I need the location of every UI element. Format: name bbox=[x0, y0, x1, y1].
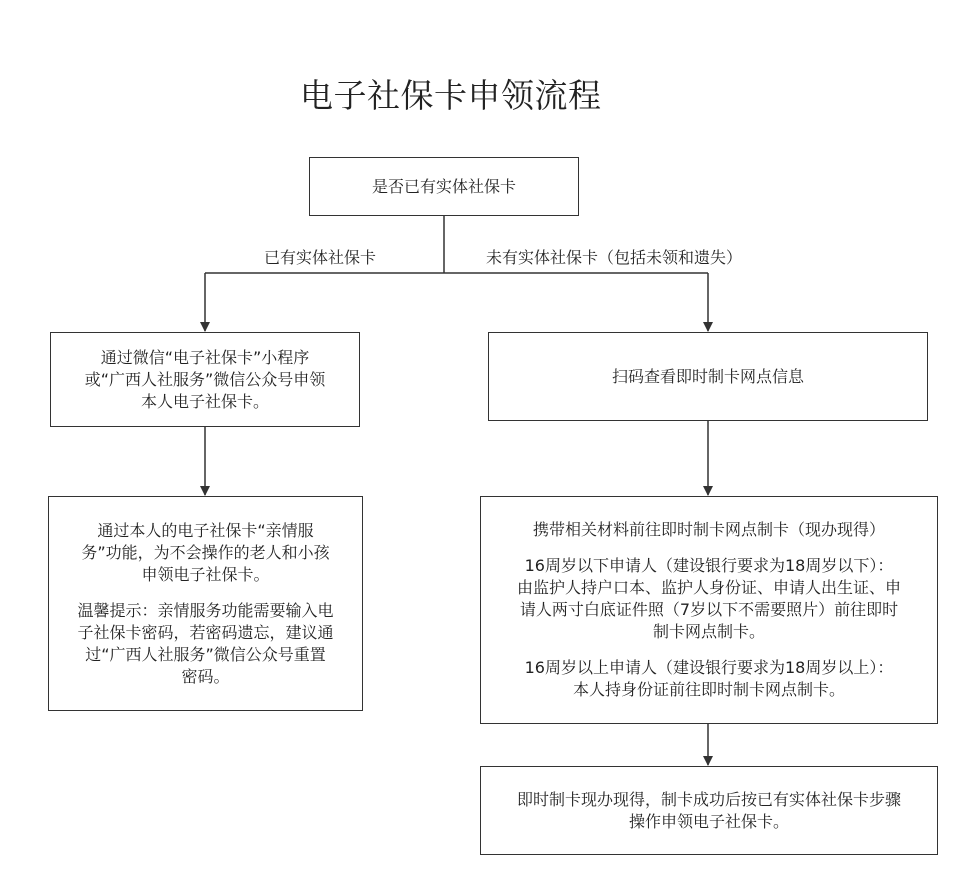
node-right3-line: 操作申领电子社保卡。 bbox=[628, 811, 789, 831]
edge-label-has-card: 已有实体社保卡 bbox=[264, 248, 377, 267]
node-left2-line: 申领电子社保卡。 bbox=[141, 564, 270, 584]
node-right1-text: 扫码查看即时制卡网点信息 bbox=[611, 366, 804, 386]
node-left1 bbox=[50, 332, 360, 427]
node-left2-tip-line: 温馨提示：亲情服务功能需要输入电 bbox=[77, 600, 334, 620]
node-right2-under16-line: 请人两寸白底证件照（7岁以下不需要照片）前往即时 bbox=[519, 600, 899, 619]
node-left2 bbox=[48, 496, 363, 711]
node-left1-line: 本人电子社保卡。 bbox=[140, 391, 269, 411]
node-right2-over16-line: 16周岁以上申请人（建设银行要求为18周岁以上）： bbox=[524, 658, 894, 677]
node-right3 bbox=[480, 766, 938, 855]
node-right2-under16-line: 16周岁以下申请人（建设银行要求为18周岁以下）： bbox=[524, 556, 894, 575]
node-left2-tip-line: 密码。 bbox=[181, 666, 230, 686]
node-start-text: 是否已有实体社保卡 bbox=[371, 176, 516, 196]
node-left1-line: 或“广西人社服务”微信公众号申领 bbox=[84, 369, 326, 389]
node-right1 bbox=[488, 332, 928, 421]
node-right2-over16-line: 本人持身份证前往即时制卡网点制卡。 bbox=[572, 680, 845, 699]
node-left2-tip-line: 子社保卡密码，若密码遗忘，建议通 bbox=[77, 622, 334, 642]
node-right2 bbox=[480, 496, 938, 724]
node-left2-tip-line: 过“广西人社服务”微信公众号重置 bbox=[85, 644, 326, 664]
edge-label-no-card: 未有实体社保卡（包括未领和遗失） bbox=[486, 248, 743, 267]
node-left2-line: 务”功能，为不会操作的老人和小孩 bbox=[81, 542, 330, 562]
node-start bbox=[309, 157, 579, 216]
node-right2-under16-line: 由监护人持户口本、监护人身份证、申请人出生证、申 bbox=[516, 578, 901, 597]
node-left2-line: 通过本人的电子社保卡“亲情服 bbox=[97, 520, 314, 540]
page-title: 电子社保卡申领流程 bbox=[300, 76, 602, 115]
node-right3-line: 即时制卡现办现得，制卡成功后按已有实体社保卡步骤 bbox=[516, 789, 901, 809]
node-left1-line: 通过微信“电子社保卡”小程序 bbox=[100, 347, 310, 367]
node-right2-under16-line: 制卡网点制卡。 bbox=[652, 622, 765, 641]
node-right2-heading: 携带相关材料前往即时制卡网点制卡（现办现得） bbox=[532, 520, 885, 539]
